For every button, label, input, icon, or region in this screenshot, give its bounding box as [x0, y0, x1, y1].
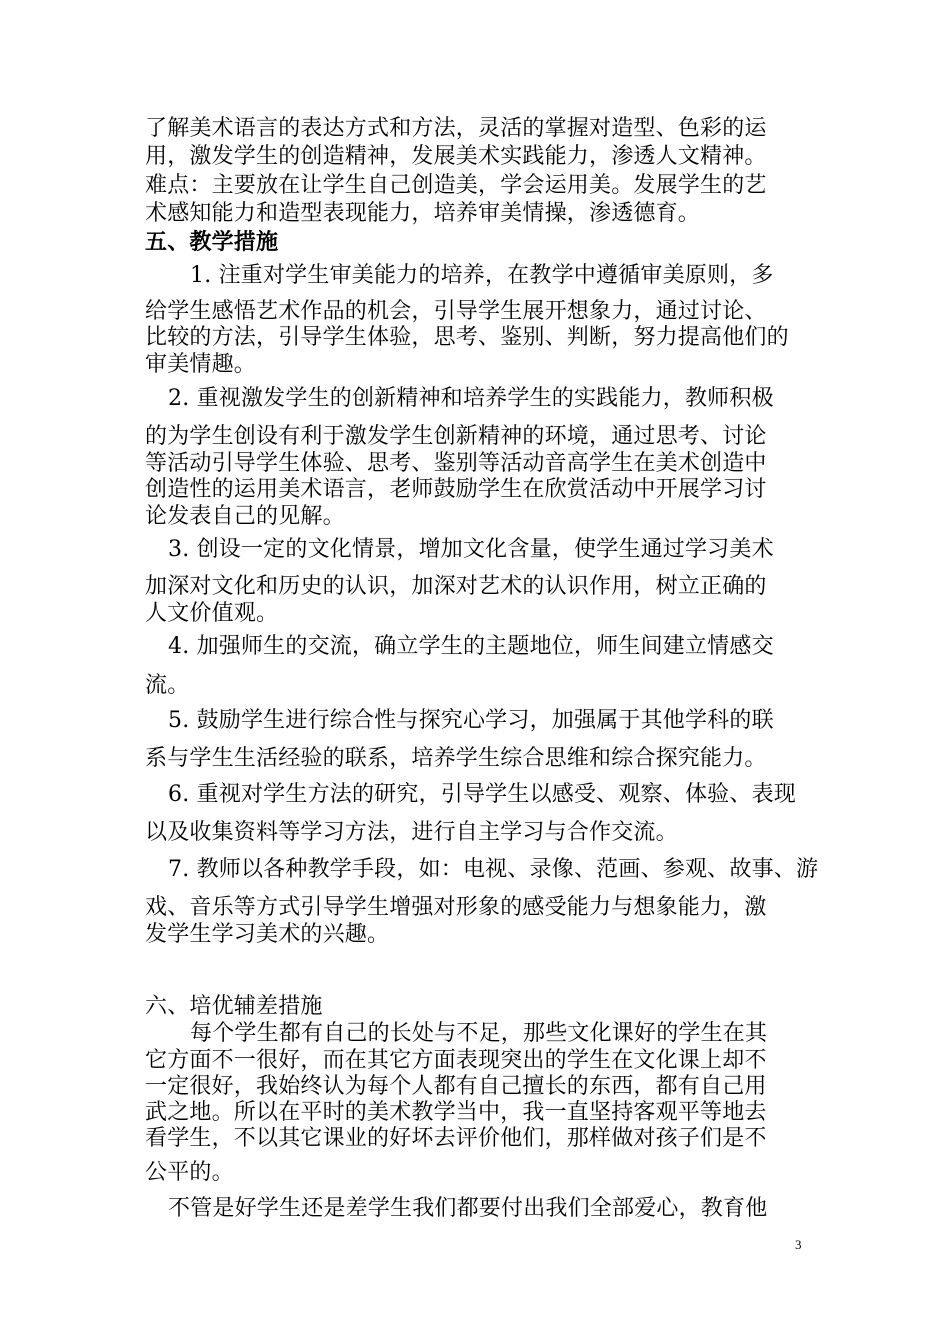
- measure-2-line-4: 创造性的运用美术语言，老师鼓励学生在欣赏活动中开展学习讨: [145, 477, 767, 502]
- support-para-1-line-4: 武之地。所以在平时的美术教学当中，我一直坚持客观平等地去: [145, 1100, 767, 1125]
- support-para-1-line-2: 它方面不一很好，而在其它方面表现突出的学生在文化课上却不: [145, 1048, 767, 1073]
- measure-3-line-3: 人文价值观。: [145, 601, 279, 626]
- support-para-2-line-1: 不管是好学生还是差学生我们都要付出我们全部爱心，教育他: [168, 1196, 768, 1221]
- page-number: 3: [795, 1237, 802, 1252]
- measure-2-line-5: 论发表自己的见解。: [145, 504, 345, 529]
- measure-6-line-2: 以及收集资料等学习方法，进行自主学习与合作交流。: [145, 820, 678, 845]
- measure-1-line-2: 给学生感悟艺术作品的机会，引导学生展开想象力，通过讨论、: [145, 299, 767, 324]
- support-para-1-line-3: 一定很好，我始终认为每个人都有自己擅长的东西，都有自己用: [145, 1074, 767, 1099]
- support-para-1-line-6: 公平的。: [145, 1160, 234, 1185]
- measure-4-line-2: 流。: [145, 673, 190, 698]
- measure-6-line-1: 6. 重视对学生方法的研究，引导学生以感受、观察、体验、表现: [168, 782, 796, 807]
- measure-2-line-3: 等活动引导学生体验、思考、鉴别等活动音高学生在美术创造中: [145, 451, 767, 476]
- measure-5-line-1: 5. 鼓励学生进行综合性与探究心学习，加强属于其他学科的联: [168, 708, 774, 733]
- measure-7-line-3: 发学生学习美术的兴趣。: [145, 922, 390, 947]
- measure-2-line-2: 的为学生创设有利于激发学生创新精神的环境，通过思考、讨论: [145, 424, 767, 449]
- section-5-heading: 五、教学措施: [145, 229, 279, 255]
- measure-7-line-1: 7. 教师以各种教学手段，如：电视、录像、范画、参观、故事、游: [168, 857, 819, 882]
- measure-3-line-2: 加深对文化和历史的认识，加深对艺术的认识作用，树立正确的: [145, 574, 767, 599]
- measure-1-line-1: 1. 注重对学生审美能力的培养，在教学中遵循审美原则，多: [190, 263, 774, 288]
- measure-2-line-1: 2. 重视激发学生的创新精神和培养学生的实践能力，教师积极: [168, 386, 774, 411]
- measure-1-line-3: 比较的方法，引导学生体验，思考、鉴别、判断，努力提高他们的: [145, 325, 789, 350]
- intro-line-2: 用，激发学生的创造精神，发展美术实践能力，渗透人文精神。: [145, 144, 767, 169]
- measure-5-line-2: 系与学生生活经验的联系，培养学生综合思维和综合探究能力。: [145, 746, 767, 771]
- section-6-heading: 六、培优辅差措施: [145, 994, 323, 1019]
- measure-4-line-1: 4. 加强师生的交流，确立学生的主题地位，师生间建立情感交: [168, 634, 774, 659]
- measure-3-line-1: 3. 创设一定的文化情景，增加文化含量，使学生通过学习美术: [168, 537, 774, 562]
- intro-line-3: 难点：主要放在让学生自己创造美，学会运用美。发展学生的艺: [145, 173, 767, 198]
- intro-line-1: 了解美术语言的表达方式和方法，灵活的掌握对造型、色彩的运: [145, 116, 767, 141]
- support-para-1-line-5: 看学生，不以其它课业的好坏去评价他们，那样做对孩子们是不: [145, 1126, 767, 1151]
- measure-7-line-2: 戏、音乐等方式引导学生增强对形象的感受能力与想象能力，激: [145, 895, 767, 920]
- measure-1-line-4: 审美情趣。: [145, 352, 257, 377]
- intro-line-4: 术感知能力和造型表现能力，培养审美情操，渗透德育。: [145, 201, 701, 226]
- support-para-1-line-1: 每个学生都有自己的长处与不足，那些文化课好的学生在其: [190, 1021, 768, 1046]
